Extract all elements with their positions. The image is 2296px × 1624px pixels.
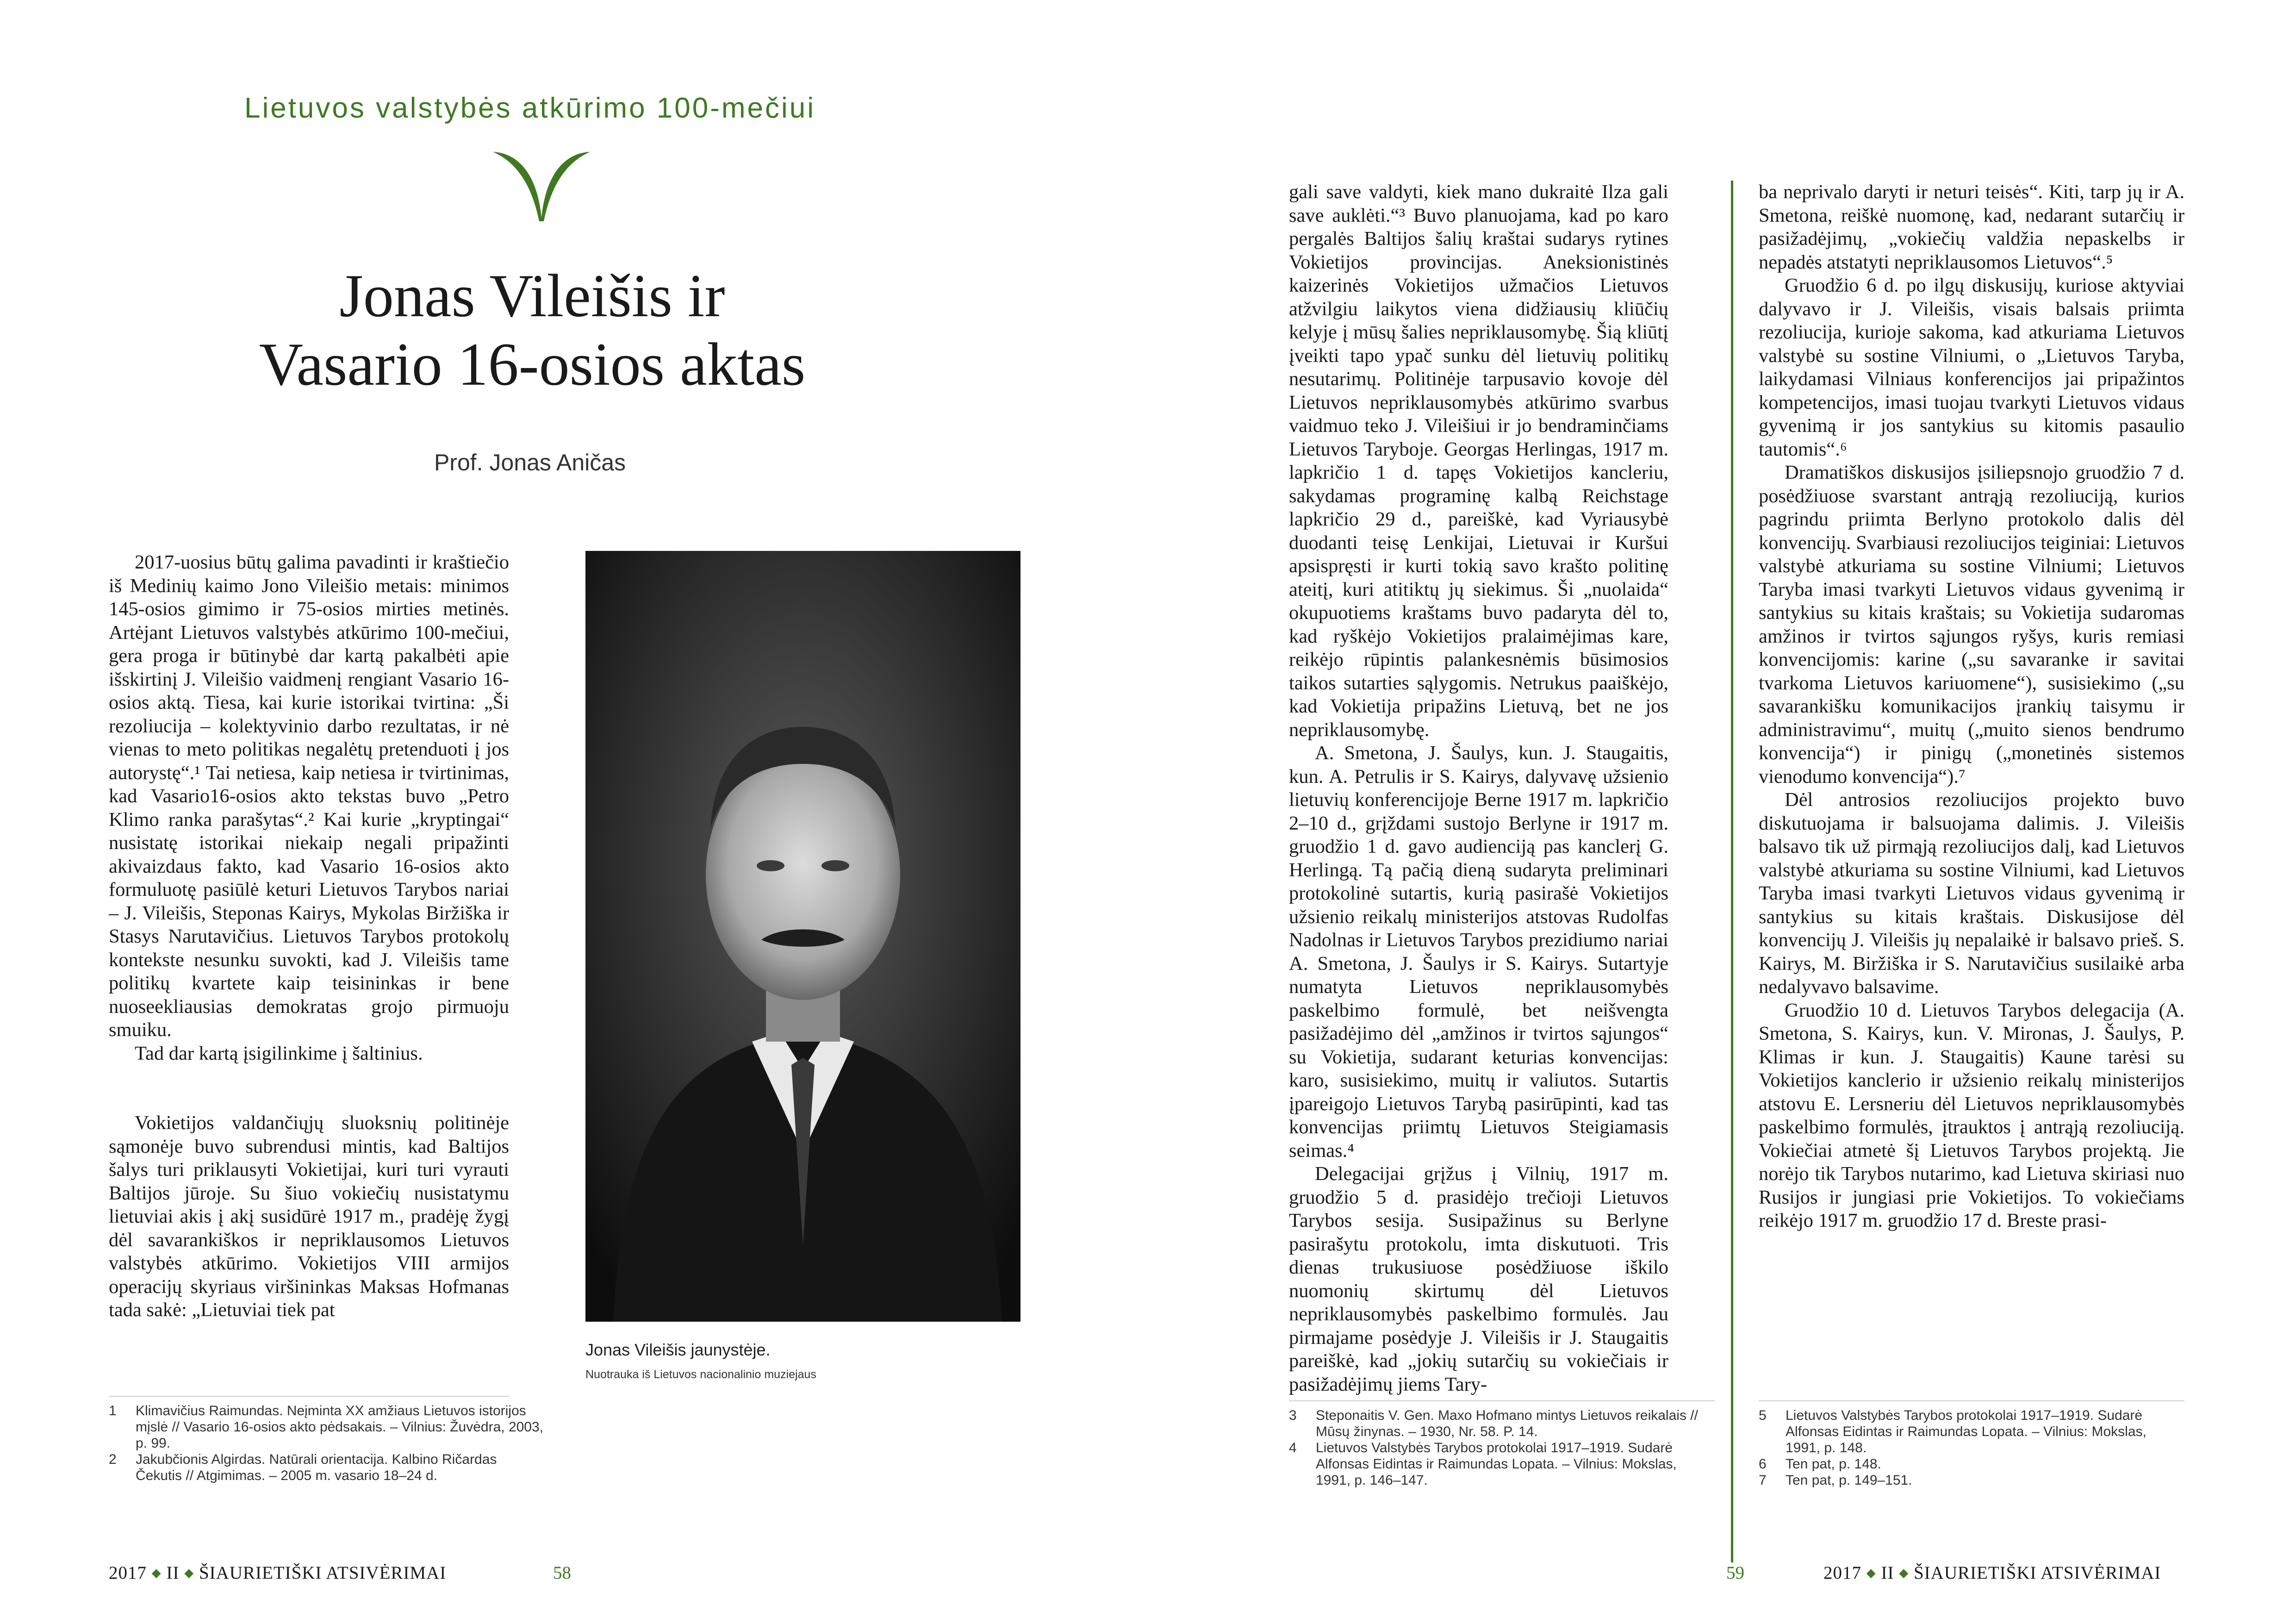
- title-line-1: Jonas Vileišis ir: [339, 262, 725, 330]
- footer-magazine: ŠIAURIETIŠKI ATSIVĖRIMAI: [1913, 1563, 2161, 1583]
- footnote: 5 Lietuvos Valstybės Tarybos protokolai 1917–1919. Sudarė Alfonsas Eidintas ir Raimundas Lopata. – Vilnius: Mokslas, 1991, p. 148.: [1759, 1408, 2147, 1455]
- page-number-left: 58: [553, 1563, 571, 1583]
- author-byline: Prof. Jonas Aničas: [434, 450, 626, 475]
- footnote-divider: [109, 1396, 509, 1397]
- footer-year: 2017: [1823, 1563, 1861, 1583]
- footer-magazine: ŠIAURIETIŠKI ATSIVĖRIMAI: [199, 1563, 447, 1583]
- footer-issue: II: [1881, 1563, 1894, 1583]
- photo-caption: Jonas Vileišis jaunystėje.: [585, 1340, 771, 1359]
- title-line-2: Vasario 16-osios aktas: [259, 330, 806, 398]
- footnotes-right: [1759, 1407, 2184, 1488]
- paragraph: Dėl antrosios rezoliucijos projekto buvo diskutuojama ir balsuojama dalimis. J. Vileišis balsavo tik už pirmąją rezoliucijos dalį, kad Lietuvos valstybė atkuriama su sostine Vilniumi, kad Lietuvos Taryba imasi tvarkyti Lietuvos vidaus gyvenimą ir santykius su kitais kraštais. Diskusijose dėl konvencijų J. Vileišis jų nepalaikė ir balsavo prieš. S. Kairys, M. Biržiška ir S. Narutavičius susilaikė arba nedalyvavo balsavime.: [1759, 789, 2184, 998]
- footnotes-middle: [1289, 1407, 1715, 1488]
- footer-issue: II: [166, 1563, 180, 1583]
- paragraph: A. Smetona, J. Šaulys, kun. J. Staugaitis, kun. A. Petrulis ir S. Kairys, dalyvavę užsienio lietuvių konferencijoje Berne 1917 m. lapkričio 2–10 d., grįždami sustojo Berlyne ir 1917 m. gruodžio 1 d. gavo audienciją pas kanclerį G. Herlingą. Tą pačią dieną sudaryta preliminari protokolinė sutartis, kurią pasirašė Vokietijos užsienio reikalų ministerijos atstovas Rudolfas Nadolnas ir Lietuvos Tarybos prezidiumo nariai A. Smetona, J. Šaulys ir S. Kairys. Sutartyje numatyta Lietuvos nepriklausomybės paskelbimo formulė, bet neišvengta pasižadėjimo dėl „amžinos ir tvirtos sąjungos“ su Vokietija, sudarant keturias konvencijas: karo, susisiekimo, muitų ir valiutos. Sutartis įpareigojo Lietuvos Tarybą pasirūpinti, kad tas konvencijas priimtų Lietuvos Steigiamasis seimas.⁴: [1289, 742, 1668, 1162]
- footnote-divider: [1759, 1400, 2184, 1401]
- paragraph: Dramatiškos diskusijos įsiliepsnojo gruodžio 7 d. posėdžiuose svarstant antrąją rezoliuciją, kurios pagrindu priimta Berlyno protokolo dalis dėl konvencijų. Svarbiausi rezoliucijos teiginiai: Lietuvos valstybė atkuriama su sostine Vilniumi; Lietuvos Taryba imasi tvarkyti Lietuvos vidaus gyvenimą ir santykius su kitais kraštais; su Vokietija sudaromas amžinos ir tvirtos sąjungos ryšys, kuris remiasi konvencijomis: karine („su savaranke ir savitai tvarkoma Lietuvos kariuomene“), susisiekimo („su savarankišku komunikacijos įrankių taisymu ir administravimu“, muitų („muito sienos bendrumo konvencija“) ir pinigų („monetinės sistemos vienodumo konvencija“).⁷: [1759, 462, 2184, 787]
- footer-year: 2017: [109, 1563, 147, 1583]
- footnote: 7 Ten pat, p. 149–151.: [1759, 1473, 1912, 1488]
- series-heading: Lietuvos valstybės atkūrimo 100-mečiui: [244, 92, 816, 124]
- body-column-2: [1289, 181, 1668, 1396]
- portrait-photo: [585, 551, 1020, 1322]
- paragraph: Delegacijai grįžus į Vilnių, 1917 m. gruodžio 5 d. prasidėjo trečioji Lietuvos Tarybos sesija. Susipažinus su Berlyne pasirašytu protokolu, imta diskutuoti. Tris dienas trukusiuose posėdžiuose iškilo nuomonių skirtumų dėl Lietuvos nepriklausomybės paskelbimo formulės. Jau pirmajame posėdyje J. Vileišis ir J. Staugaitis pareiškė, kad „jokių sutarčių su vokiečiais ir pasižadėjimų jiems Tary-: [1289, 1163, 1668, 1395]
- paragraph: ba neprivalo daryti ir neturi teisės“. Kiti, tarp jų ir A. Smetona, reiškė nuomonę, kad, nedarant sutarčių ir pasižadėjimų, „vokiečių valdžia nepaskelbs ir nepadės atstatyti nepriklausomos Lietuvos“.⁵: [1759, 181, 2184, 273]
- paragraph: Gruodžio 6 d. po ilgų diskusijų, kuriose aktyviai dalyvavo ir J. Vileišis, visais balsais priimta rezoliucija, kurioje sakoma, kad atkuriama Lietuvos valstybė su sostine Vilniumi, o „Lietuvos Taryba, laikydamasi Vilniaus konferencijos jai pripažintos kompetencijos, imasi tuojau tvarkyti Lietuvos vidaus gyvenimą ir jos santykius su kitomis pasaulio tautomis“.⁶: [1759, 275, 2184, 460]
- footnote-divider: [1289, 1400, 1715, 1401]
- article-title: [139, 262, 926, 399]
- footnote: 1 Klimavičius Raimundas. Neįminta XX amžiaus Lietuvos istorijos mįslė // Vasario 16-osios akto pėdsakais. – Vilnius: Žuvėdra, 2003, p. 99.: [109, 1403, 544, 1451]
- body-column-3: [1759, 181, 2184, 1233]
- photo-credit: Nuotrauka iš Lietuvos nacionalinio muziejaus: [585, 1368, 816, 1381]
- body-column-1: [109, 551, 509, 1322]
- footer-right: 2017 ◆ II ◆ ŠIAURIETIŠKI ATSIVĖRIMAI: [1823, 1563, 2161, 1583]
- footnote: 4 Lietuvos Valstybės Tarybos protokolai 1917–1919. Sudarė Alfonsas Eidintas ir Raimundas Lopata. – Vilnius: Mokslas, 1991, p. 146–147.: [1289, 1440, 1677, 1488]
- footnote: 6 Ten pat, p. 148.: [1759, 1456, 1881, 1472]
- paragraph: gali save valdyti, kiek mano dukraitė Ilza gali save auklėti.“³ Buvo planuojama, kad po karo pergalės Baltijos šalių kraštai sudarys rytines Vokietijos provincijas. Aneksionistinės kaizerinės Vokietijos užmačios Lietuvos atžvilgiu laikytos viena didžiausių kliūčių kelyje į mūsų šalies nepriklausomybę. Šią kliūtį įveikti tapo ypač sunku dėl lietuvių politikų nesutarimų. Politinėje tarpusavio kovoje dėl Lietuvos nepriklausomybės atkūrimo svarbus vaidmuo teko J. Vileišiui ir jo bendraminčiams Lietuvos Taryboje. Georgas Herlingas, 1917 m. lapkričio 1 d. tapęs Vokietijos kancleriu, sakydamas programinę kalbą Reichstage lapkričio 29 d., pareiškė, kad Vyriausybė duodanti teisę Lenkijai, Lietuvai ir Kuršui apsispręsti ir kurti tokią savo krašto politinę ateitį, kuri atitiktų jų siekimus. Ši „nuolaida“ okupuotiems kraštams buvo padaryta dėl to, kad ryškėjo Vokietijos pralaimėjimas kare, reikėjo rūpintis palankesnėmis būsimosios taikos sutarties sąlygomis. Netrukus paaiškėjo, kad Vokietija pripažins Lietuvą, bet ne jos nepriklausomybę.: [1289, 181, 1668, 741]
- footnote: 2 Jakubčionis Algirdas. Natūrali orientacija. Kalbino Ričardas Čekutis // Atgimimas. – 2005 m. vasario 18–24 d.: [109, 1452, 497, 1483]
- leaf-ornament-icon: [493, 148, 590, 222]
- page-number-right: 59: [1726, 1563, 1744, 1583]
- paragraph: Vokietijos valdančiųjų sluoksnių politinėje sąmonėje buvo subrendusi mintis, kad Baltijos šalys turi priklausyti Vokietijai, kuri turi vyrauti Baltijos jūroje. Su šiuo vokiečių nusistatymu lietuviai akis į akį susidūrė 1917 m., pradėję žygį dėl savarankiškos ir nepriklausomos Lietuvos valstybės atkūrimo. Vokietijos VIII armijos operacijų skyriaus viršininkas Maksas Hofmanas tada sakė: „Lietuviai tiek pat: [109, 1112, 509, 1321]
- paragraph: 2017-uosius būtų galima pavadinti ir kraštiečio iš Medinių kaimo Jono Vileišio metais: minimos 145-osios gimimo ir 75-osios mirties metinės. Artėjant Lietuvos valstybės atkūrimo 100-mečiui, gera proga ir būtinybė dar kartą pakalbėti apie išskirtinį J. Vileišio vaidmenį rengiant Vasario 16-osios aktą. Tiesa, kai kurie istorikai tvirtina: „Ši rezoliucija – kolektyvinio darbo rezultatas, ir nė vienas to meto politikas negalėtų pretenduoti į jos autorystę“.¹ Tai netiesa, kaip netiesa ir tvirtinimas, kad Vasario16-osios akto tekstas buvo „Petro Klimo ranka parašytas“.² Kai kurie „kryptingai“ nusistatę istorikai niekaip negali pripažinti akivaizdaus fakto, kad Vasario 16-osios akto formuluotę pasiūlė keturi Lietuvos Tarybos nariai – J. Vileišis, Steponas Kairys, Mykolas Biržiška ir Stasys Narutavičius. Lietuvos Tarybos protokolų kontekste nesunku suvokti, kad J. Vileišis tame politikų kvartete kaip teisininkas ir bene nuoseekliausias demokratas grojo pirmuoju smuiku.: [109, 551, 509, 1041]
- footnote: 3 Steponaitis V. Gen. Maxo Hofmano mintys Lietuvos reikalais // Mūsų žinynas. – 1930, Nr. 58. P. 14.: [1289, 1408, 1698, 1439]
- paragraph: Tad dar kartą įsigilinkime į šaltinius.: [135, 1042, 423, 1064]
- footnotes-left: [109, 1403, 544, 1484]
- footer-left: 2017 ◆ II ◆ ŠIAURIETIŠKI ATSIVĖRIMAI: [109, 1563, 447, 1583]
- column-rule: [1731, 181, 1733, 1562]
- paragraph: Gruodžio 10 d. Lietuvos Tarybos delegacija (A. Smetona, S. Kairys, kun. V. Mironas, J. Šaulys, P. Klimas ir kun. J. Staugaitis) Kaune tarėsi su Vokietijos kanclerio ir užsienio reikalų ministerijos atstovu E. Lersneriu dėl Lietuvos nepriklausomybės paskelbimo formulės, įtrauktos į antrąją rezoliuciją. Vokiečiai atmetė šį Lietuvos Tarybos projektą. Jie norėjo tik Tarybos nutarimo, kad Lietuva skiriasi nuo Rusijos ir jungiasi prie Vokietijos. To vokiečiams reikėjo 1917 m. gruodžio 17 d. Breste prasi-: [1759, 999, 2184, 1231]
